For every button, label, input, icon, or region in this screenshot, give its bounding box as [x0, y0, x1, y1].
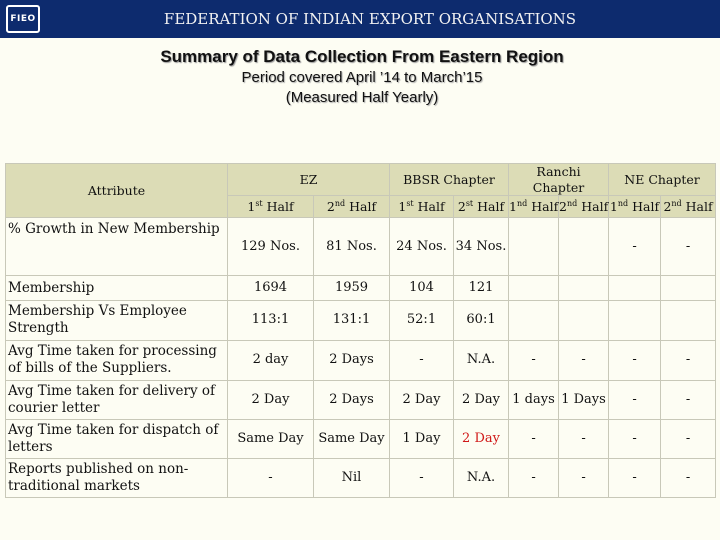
- table-row: [6, 218, 716, 276]
- table-cell: Same Day: [228, 419, 314, 458]
- table-cell: 104: [390, 276, 454, 300]
- table-cell: -: [228, 458, 314, 497]
- table-cell: [609, 276, 661, 300]
- table-cell: 1959: [314, 276, 390, 300]
- group-ez: EZ: [228, 164, 390, 196]
- table-cell: N.A.: [454, 340, 509, 380]
- header-row-groups: [6, 164, 716, 196]
- table-cell: -: [661, 380, 716, 419]
- table-cell: [609, 300, 661, 340]
- table-cell: N.A.: [454, 458, 509, 497]
- table-cell: 2 Day: [454, 380, 509, 419]
- organisation-name: FEDERATION OF INDIAN EXPORT ORGANISATIONS: [163, 10, 577, 28]
- table-cell: [509, 300, 559, 340]
- half-header: 1st Half: [228, 196, 314, 218]
- table-row: [6, 300, 716, 340]
- group-bbsr: BBSR Chapter: [390, 164, 509, 196]
- table-cell: 81 Nos.: [314, 218, 390, 276]
- table-cell: [559, 218, 609, 276]
- summary-table: [5, 163, 716, 498]
- half-header: 2st Half: [454, 196, 509, 218]
- table-cell: -: [661, 458, 716, 497]
- table-cell: [509, 276, 559, 300]
- top-banner: [0, 0, 720, 38]
- half-header: 1nd Half: [509, 196, 559, 218]
- table-cell: -: [609, 340, 661, 380]
- table-cell: 24 Nos.: [390, 218, 454, 276]
- half-header: 1nd Half: [609, 196, 661, 218]
- half-header: 2nd Half: [559, 196, 609, 218]
- table-cell: [509, 218, 559, 276]
- table-cell: 2 Days: [314, 340, 390, 380]
- table-cell: 113:1: [228, 300, 314, 340]
- table-cell: -: [509, 458, 559, 497]
- row-attribute: Reports published on non-traditional markets: [6, 458, 228, 497]
- table-cell: 1694: [228, 276, 314, 300]
- table-cell: -: [609, 218, 661, 276]
- table-row: [6, 340, 716, 380]
- measure-subtitle: (Measured Half Yearly): [285, 89, 439, 106]
- table-row: [6, 380, 716, 419]
- table-cell: -: [559, 340, 609, 380]
- row-attribute: Avg Time taken for delivery of courier letter: [6, 380, 228, 419]
- row-attribute: Membership Vs Employee Strength: [6, 300, 228, 340]
- half-header: 2nd Half: [314, 196, 390, 218]
- table-row: [6, 419, 716, 458]
- half-header: 1st Half: [390, 196, 454, 218]
- table-cell: 2 Day: [390, 380, 454, 419]
- attribute-header: Attribute: [6, 164, 228, 218]
- period-subtitle: Period covered April ’14 to March’15: [241, 69, 483, 86]
- table-cell-highlight: 2 Day: [454, 419, 509, 458]
- row-attribute: Avg Time taken for processing of bills of the Suppliers.: [6, 340, 228, 380]
- table-cell: 2 Day: [228, 380, 314, 419]
- table-cell: -: [559, 419, 609, 458]
- table-cell: 1 Day: [390, 419, 454, 458]
- table-cell: 131:1: [314, 300, 390, 340]
- group-ne: NE Chapter: [609, 164, 716, 196]
- row-attribute: Membership: [6, 276, 228, 300]
- table-row: [6, 276, 716, 300]
- table-cell: 2 Days: [314, 380, 390, 419]
- table-cell: -: [390, 458, 454, 497]
- table-cell: 34 Nos.: [454, 218, 509, 276]
- table-cell: -: [509, 340, 559, 380]
- table-cell: 52:1: [390, 300, 454, 340]
- table-cell: -: [609, 380, 661, 419]
- table-cell: 1 Days: [559, 380, 609, 419]
- table-cell: [661, 276, 716, 300]
- half-header: 2nd Half: [661, 196, 716, 218]
- table-cell: -: [661, 419, 716, 458]
- table-cell: 2 day: [228, 340, 314, 380]
- group-ranchi: Ranchi Chapter: [509, 164, 609, 196]
- table-cell: -: [661, 218, 716, 276]
- table-cell: -: [609, 458, 661, 497]
- row-attribute: % Growth in New Membership: [6, 218, 228, 276]
- fieo-logo: FIEO: [6, 5, 40, 33]
- table-row: [6, 458, 716, 497]
- page-title: Summary of Data Collection From Eastern Region: [160, 47, 564, 66]
- row-attribute: Avg Time taken for dispatch of letters: [6, 419, 228, 458]
- table-cell: [661, 300, 716, 340]
- table-cell: Nil: [314, 458, 390, 497]
- table-cell: [559, 276, 609, 300]
- table-cell: -: [509, 419, 559, 458]
- table-cell: -: [559, 458, 609, 497]
- table-cell: Same Day: [314, 419, 390, 458]
- table-cell: 1 days: [509, 380, 559, 419]
- table-cell: -: [609, 419, 661, 458]
- table-cell: 60:1: [454, 300, 509, 340]
- table-cell: 129 Nos.: [228, 218, 314, 276]
- table-cell: [559, 300, 609, 340]
- table-cell: -: [390, 340, 454, 380]
- table-cell: 121: [454, 276, 509, 300]
- table-cell: -: [661, 340, 716, 380]
